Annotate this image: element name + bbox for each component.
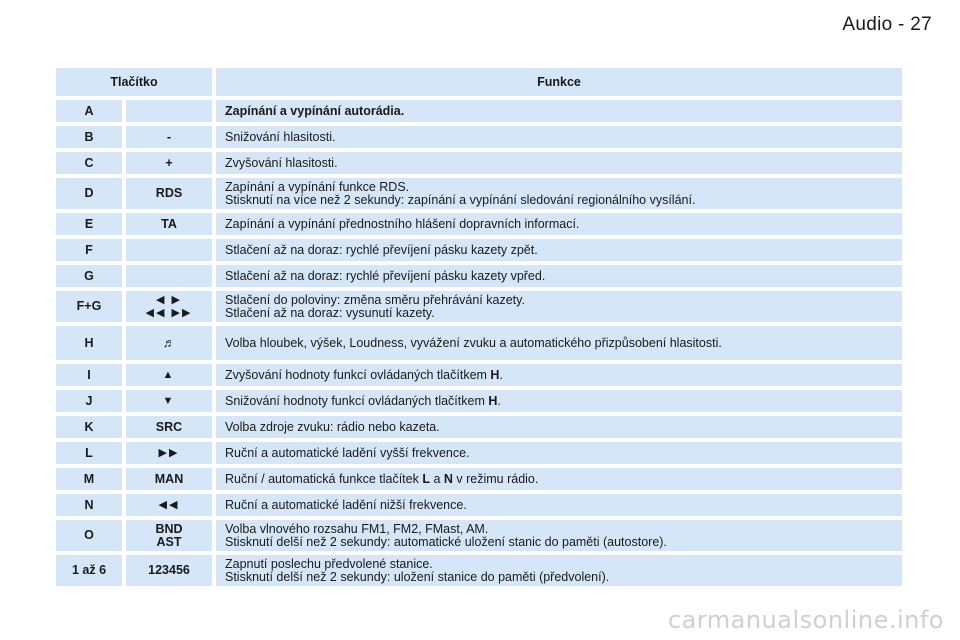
table-row	[56, 555, 902, 586]
row-key: N	[56, 494, 122, 516]
row-function	[216, 291, 902, 322]
table-row	[56, 390, 902, 412]
arrow-up-icon: ▲	[162, 368, 176, 381]
row-function	[216, 265, 902, 287]
row-function	[216, 520, 902, 551]
row-function-line	[225, 395, 501, 408]
row-function-line: Ruční a automatické ladění vyšší frekvence.	[225, 445, 470, 460]
row-symbol: 123456	[126, 555, 212, 586]
button-function-table	[56, 68, 902, 586]
row-symbol: RDS	[126, 178, 212, 209]
row-function	[216, 468, 902, 490]
table-row	[56, 213, 902, 235]
text-segment: .	[499, 367, 503, 382]
fast-forward-icon: ▶▶	[158, 446, 180, 459]
row-function	[216, 239, 902, 261]
row-key: D	[56, 178, 122, 209]
header-button: Tlačítko	[56, 68, 212, 96]
page-header: Audio - 27	[842, 14, 932, 35]
rewind-icon: ◀◀	[158, 498, 180, 511]
row-function	[216, 213, 902, 235]
row-key: C	[56, 152, 122, 174]
row-function	[216, 494, 902, 516]
row-key: G	[56, 265, 122, 287]
row-function	[216, 100, 902, 122]
row-function-line: Stisknutí na více než 2 sekundy: zapínání a vypínání sledování regionálního vysílání.	[225, 192, 696, 207]
table-row	[56, 178, 902, 209]
row-symbol	[126, 291, 212, 322]
text-bold-segment: H	[490, 367, 500, 382]
row-symbol	[126, 265, 212, 287]
row-symbol	[126, 494, 212, 516]
text-segment: .	[497, 393, 501, 408]
row-key: A	[56, 100, 122, 122]
table-row	[56, 152, 902, 174]
row-function-line: Snižování hlasitosti.	[225, 129, 336, 144]
table-row	[56, 100, 902, 122]
row-symbol	[126, 100, 212, 122]
row-key: J	[56, 390, 122, 412]
row-function	[216, 390, 902, 412]
table-row	[56, 494, 902, 516]
row-function-line: Stlačení až na doraz: rychlé převíjení pásku kazety vpřed.	[225, 268, 546, 283]
row-function	[216, 126, 902, 148]
row-function-line: Zapínání a vypínání funkce RDS.	[225, 179, 410, 194]
row-key: B	[56, 126, 122, 148]
row-key: L	[56, 442, 122, 464]
row-key: F	[56, 239, 122, 261]
minus-symbol: -	[126, 126, 212, 148]
row-symbol: TA	[126, 213, 212, 235]
header-function: Funkce	[216, 68, 902, 96]
row-key: O	[56, 520, 122, 551]
table-row	[56, 239, 902, 261]
row-function-line	[225, 369, 503, 382]
row-symbol	[126, 442, 212, 464]
table-row	[56, 364, 902, 386]
row-function-line: Stisknutí delší než 2 sekundy: uložení stanice do paměti (předvolení).	[225, 569, 610, 584]
table-row	[56, 442, 902, 464]
row-function-line: Stlačení do poloviny: změna směru přehrávání kazety.	[225, 292, 525, 307]
row-function-line: Zapnutí poslechu předvolené stanice.	[225, 556, 433, 571]
text-segment: Zvyšování hodnoty funkcí ovládaných tlačítkem	[225, 367, 491, 382]
row-key: K	[56, 416, 122, 438]
row-function-line: Zvyšování hlasitosti.	[225, 155, 338, 170]
text-segment: Ruční / automatická funkce tlačítek	[225, 471, 423, 486]
row-function-line: Volba vlnového rozsahu FM1, FM2, FMast, AM.	[225, 521, 489, 536]
table-row	[56, 291, 902, 322]
text-segment: v režimu rádio.	[452, 471, 539, 486]
row-key: F+G	[56, 291, 122, 322]
row-symbol: MAN	[126, 468, 212, 490]
row-function-line: Stlačení až na doraz: vysunutí kazety.	[225, 305, 435, 320]
row-key: H	[56, 326, 122, 360]
arrow-down-icon: ▼	[162, 394, 176, 407]
row-function	[216, 416, 902, 438]
table-row	[56, 468, 902, 490]
row-function-line: Volba zdroje zvuku: rádio nebo kazeta.	[225, 419, 440, 434]
row-function	[216, 178, 902, 209]
row-function-line: Stisknutí delší než 2 sekundy: automatické uložení stanic do paměti (autostore).	[225, 534, 667, 549]
plus-symbol: +	[126, 152, 212, 174]
table-row	[56, 416, 902, 438]
row-function-line: Zapínání a vypínání přednostního hlášení dopravních informací.	[225, 216, 580, 231]
row-key: E	[56, 213, 122, 235]
text-bold-segment: N	[443, 471, 453, 486]
music-note-icon: ♬	[162, 335, 176, 350]
rewind-forward-arrow-icon: ◀◀ ▶▶	[145, 306, 193, 319]
row-symbol: SRC	[126, 416, 212, 438]
row-symbol	[126, 390, 212, 412]
row-key: 1 až 6	[56, 555, 122, 586]
row-function-line: Stlačení až na doraz: rychlé převíjení pásku kazety zpět.	[225, 242, 538, 257]
row-function-line	[225, 473, 538, 486]
row-symbol	[126, 364, 212, 386]
row-function	[216, 442, 902, 464]
text-bold-segment: H	[488, 393, 498, 408]
table-row	[56, 265, 902, 287]
row-function	[216, 364, 902, 386]
row-function	[216, 152, 902, 174]
prev-next-arrow-icon: ◀ ▶	[156, 293, 182, 306]
row-symbol	[126, 326, 212, 360]
text-bold-segment: L	[422, 471, 430, 486]
row-function	[216, 326, 902, 360]
row-symbol-line: AST	[156, 534, 182, 549]
row-symbol-line: BND	[155, 521, 183, 536]
row-key: I	[56, 364, 122, 386]
row-function-line: Volba hloubek, výšek, Loudness, vyvážení zvuku a automatického přizpůsobení hlasitosti.	[225, 335, 722, 350]
row-key: M	[56, 468, 122, 490]
row-symbol	[126, 520, 212, 551]
row-symbol	[126, 239, 212, 261]
watermark: carmanualsonline.info	[667, 606, 944, 634]
row-function-line: Ruční a automatické ladění nižší frekvence.	[225, 497, 467, 512]
table-header-row	[56, 68, 902, 96]
table-row	[56, 326, 902, 360]
table-row	[56, 520, 902, 551]
text-segment: a	[429, 471, 444, 486]
row-function	[216, 555, 902, 586]
table-row	[56, 126, 902, 148]
row-function-line: Zapínání a vypínání autorádia.	[225, 103, 405, 118]
text-segment: Snižování hodnoty funkcí ovládaných tlačítkem	[225, 393, 489, 408]
